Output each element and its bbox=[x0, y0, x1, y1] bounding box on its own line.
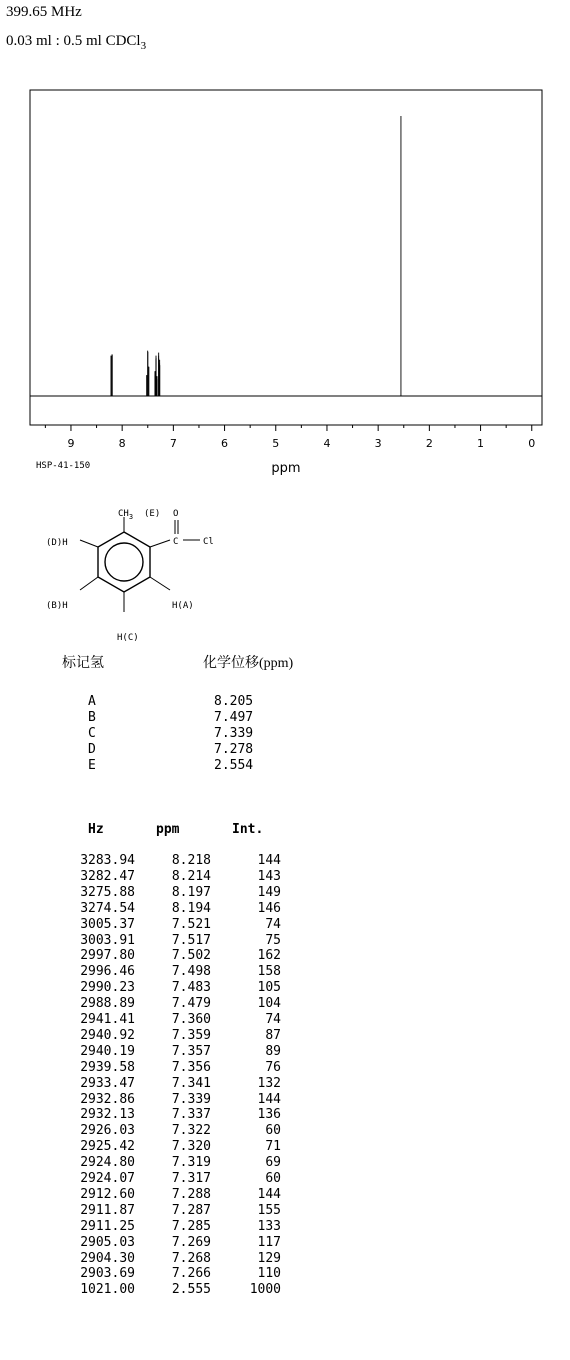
aromatic-circle bbox=[105, 543, 143, 581]
peak-intensity: 89 bbox=[265, 1043, 281, 1059]
peak-intensity: 110 bbox=[257, 1266, 281, 1282]
peak-hz: 2997.80 bbox=[80, 948, 135, 964]
assignment-label-header: 标记氢 bbox=[62, 656, 104, 671]
peak-ppm: 7.502 bbox=[171, 948, 211, 964]
assignment-ppm: 7.339 bbox=[214, 726, 254, 741]
peak-hz: 3005.37 bbox=[80, 916, 135, 932]
peak-intensity: 60 bbox=[265, 1123, 281, 1139]
solvent-subscript: 3 bbox=[140, 40, 147, 52]
bond-ring-hb bbox=[80, 577, 98, 590]
label-ch3-text: CH bbox=[118, 509, 129, 519]
x-tick-label: 3 bbox=[374, 437, 382, 450]
peak-intensity: 87 bbox=[265, 1027, 281, 1043]
peak-intensity: 149 bbox=[257, 884, 281, 900]
peak-hz: 2932.86 bbox=[80, 1091, 135, 1107]
x-axis-label: ppm bbox=[271, 461, 301, 476]
peak-hz: 2933.47 bbox=[80, 1075, 135, 1091]
x-tick-label: 9 bbox=[67, 437, 75, 450]
label-bh: (B)H bbox=[46, 601, 68, 611]
peak-hz: 3003.91 bbox=[80, 932, 135, 948]
peak-ppm: 7.521 bbox=[171, 916, 211, 932]
peak-intensity: 146 bbox=[257, 900, 281, 916]
peak-intensity: 144 bbox=[257, 1186, 281, 1202]
peak-ppm: 7.337 bbox=[171, 1107, 211, 1123]
peak-ppm: 8.214 bbox=[171, 868, 211, 884]
peak-ppm: 7.285 bbox=[171, 1218, 211, 1234]
solvent-text: 0.03 ml : 0.5 ml CDCl bbox=[6, 33, 141, 49]
peak-ppm: 7.320 bbox=[171, 1139, 211, 1155]
peak-hz: 2911.25 bbox=[80, 1218, 135, 1234]
peak-intensity: 74 bbox=[265, 916, 281, 932]
peak-ppm: 7.269 bbox=[171, 1234, 211, 1250]
peak-hz: 2903.69 bbox=[80, 1266, 135, 1282]
peak-ppm: 8.218 bbox=[171, 853, 211, 868]
label-ch3 bbox=[118, 509, 133, 521]
peak-ppm: 7.517 bbox=[171, 932, 211, 948]
peak-ppm: 8.194 bbox=[171, 900, 211, 916]
assignment-ppm: 7.497 bbox=[214, 710, 254, 725]
peak-hz: 2925.42 bbox=[80, 1139, 135, 1155]
peak-ppm: 7.479 bbox=[171, 996, 211, 1012]
molecule-structure bbox=[0, 0, 570, 650]
peak-ppm: 7.483 bbox=[171, 980, 211, 996]
x-tick-label: 6 bbox=[221, 437, 229, 450]
peak-table-int-header: Int. bbox=[232, 822, 264, 837]
peak-hz: 2932.13 bbox=[80, 1107, 135, 1123]
peak-hz: 2940.92 bbox=[80, 1027, 135, 1043]
peak-table-hz-header: Hz bbox=[88, 822, 104, 837]
peak-ppm: 7.360 bbox=[171, 1012, 211, 1027]
peak-hz: 2941.41 bbox=[80, 1012, 135, 1027]
x-tick-label: 4 bbox=[323, 437, 331, 450]
peak-intensity: 74 bbox=[265, 1012, 281, 1027]
peak-ppm: 7.356 bbox=[171, 1059, 211, 1075]
x-tick-label: 5 bbox=[272, 437, 280, 450]
benzene-ring bbox=[98, 532, 150, 592]
peak-intensity: 158 bbox=[257, 964, 281, 980]
peak-hz: 3283.94 bbox=[80, 853, 135, 868]
peak-ppm: 7.319 bbox=[171, 1155, 211, 1171]
assignment-label: B bbox=[88, 710, 96, 725]
peak-hz: 2939.58 bbox=[80, 1059, 135, 1075]
peak-hz: 2924.80 bbox=[80, 1155, 135, 1171]
peak-ppm: 2.555 bbox=[171, 1282, 211, 1298]
peak-intensity: 162 bbox=[257, 948, 281, 964]
assignment-ppm: 2.554 bbox=[214, 758, 254, 773]
x-tick-label: 7 bbox=[169, 437, 177, 450]
peak-intensity: 76 bbox=[265, 1059, 281, 1075]
peak-intensity: 144 bbox=[257, 853, 281, 868]
peak-intensity: 133 bbox=[257, 1218, 281, 1234]
peak-intensity: 143 bbox=[257, 868, 281, 884]
assignment-label: D bbox=[88, 742, 96, 757]
assignment-ppm: 7.278 bbox=[214, 742, 254, 757]
peak-ppm: 7.287 bbox=[171, 1202, 211, 1218]
peak-hz: 2940.19 bbox=[80, 1043, 135, 1059]
peak-ppm: 7.357 bbox=[171, 1043, 211, 1059]
peak-hz: 2988.89 bbox=[80, 996, 135, 1012]
assignment-shift-header: 化学位移(ppm) bbox=[203, 656, 294, 671]
peak-ppm: 7.266 bbox=[171, 1266, 211, 1282]
x-tick-label: 0 bbox=[528, 437, 536, 450]
peak-ppm: 7.268 bbox=[171, 1250, 211, 1266]
peak-hz: 3282.47 bbox=[80, 868, 135, 884]
peak-ppm: 7.339 bbox=[171, 1091, 211, 1107]
peak-ppm: 8.197 bbox=[171, 884, 211, 900]
x-tick-label: 2 bbox=[425, 437, 433, 450]
assignment-label: C bbox=[88, 726, 96, 741]
peak-ppm: 7.288 bbox=[171, 1186, 211, 1202]
peak-hz: 2904.30 bbox=[80, 1250, 135, 1266]
peak-table-ppm-header: ppm bbox=[156, 822, 180, 837]
peak-intensity: 105 bbox=[257, 980, 281, 996]
bond-ring-carbonyl bbox=[150, 540, 170, 547]
bond-ring-ha bbox=[150, 577, 170, 590]
peak-intensity: 144 bbox=[257, 1091, 281, 1107]
peak-intensity: 136 bbox=[257, 1107, 281, 1123]
label-ha: H(A) bbox=[172, 601, 194, 611]
peak-intensity: 117 bbox=[257, 1234, 281, 1250]
peak-ppm: 7.498 bbox=[171, 964, 211, 980]
label-ch3-sub: 3 bbox=[128, 513, 134, 521]
peak-hz: 2912.60 bbox=[80, 1186, 135, 1202]
peak-hz: 3275.88 bbox=[80, 884, 135, 900]
peak-hz: 2990.23 bbox=[80, 980, 135, 996]
peak-hz: 3274.54 bbox=[80, 900, 135, 916]
peak-hz: 1021.00 bbox=[80, 1282, 135, 1298]
peak-ppm: 7.322 bbox=[171, 1123, 211, 1139]
peak-intensity: 155 bbox=[257, 1202, 281, 1218]
peak-intensity: 132 bbox=[257, 1075, 281, 1091]
assignment-ppm: 8.205 bbox=[214, 694, 254, 709]
peak-ppm: 7.359 bbox=[171, 1027, 211, 1043]
peak-intensity: 129 bbox=[257, 1250, 281, 1266]
peak-intensity: 75 bbox=[265, 932, 281, 948]
peak-ppm: 7.317 bbox=[171, 1171, 211, 1186]
peak-hz: 2996.46 bbox=[80, 964, 135, 980]
bond-ring-hd bbox=[80, 540, 98, 547]
peak-hz: 2924.07 bbox=[80, 1171, 135, 1186]
label-cl: Cl bbox=[203, 537, 214, 547]
peak-intensity: 71 bbox=[265, 1139, 281, 1155]
peak-intensity: 60 bbox=[265, 1171, 281, 1186]
label-c-carbonyl: C bbox=[173, 537, 179, 547]
assignment-label: A bbox=[88, 694, 96, 709]
x-tick-label: 8 bbox=[118, 437, 126, 450]
spectrum-code: HSP-41-150 bbox=[36, 461, 91, 471]
peak-intensity: 104 bbox=[257, 996, 281, 1012]
label-e: (E) bbox=[144, 509, 161, 519]
peak-hz: 2905.03 bbox=[80, 1234, 135, 1250]
assignment-label: E bbox=[88, 758, 96, 773]
peak-ppm: 7.341 bbox=[171, 1075, 211, 1091]
label-dh: (D)H bbox=[46, 538, 68, 548]
peak-intensity: 69 bbox=[265, 1155, 281, 1171]
label-hc: H(C) bbox=[117, 633, 139, 643]
spectrometer-frequency: 399.65 MHz bbox=[6, 4, 82, 20]
peak-hz: 2926.03 bbox=[80, 1123, 135, 1139]
x-tick-label: 1 bbox=[477, 437, 485, 450]
peak-intensity: 1000 bbox=[249, 1282, 281, 1298]
peak-hz: 2911.87 bbox=[80, 1202, 135, 1218]
label-o: O bbox=[173, 509, 179, 519]
